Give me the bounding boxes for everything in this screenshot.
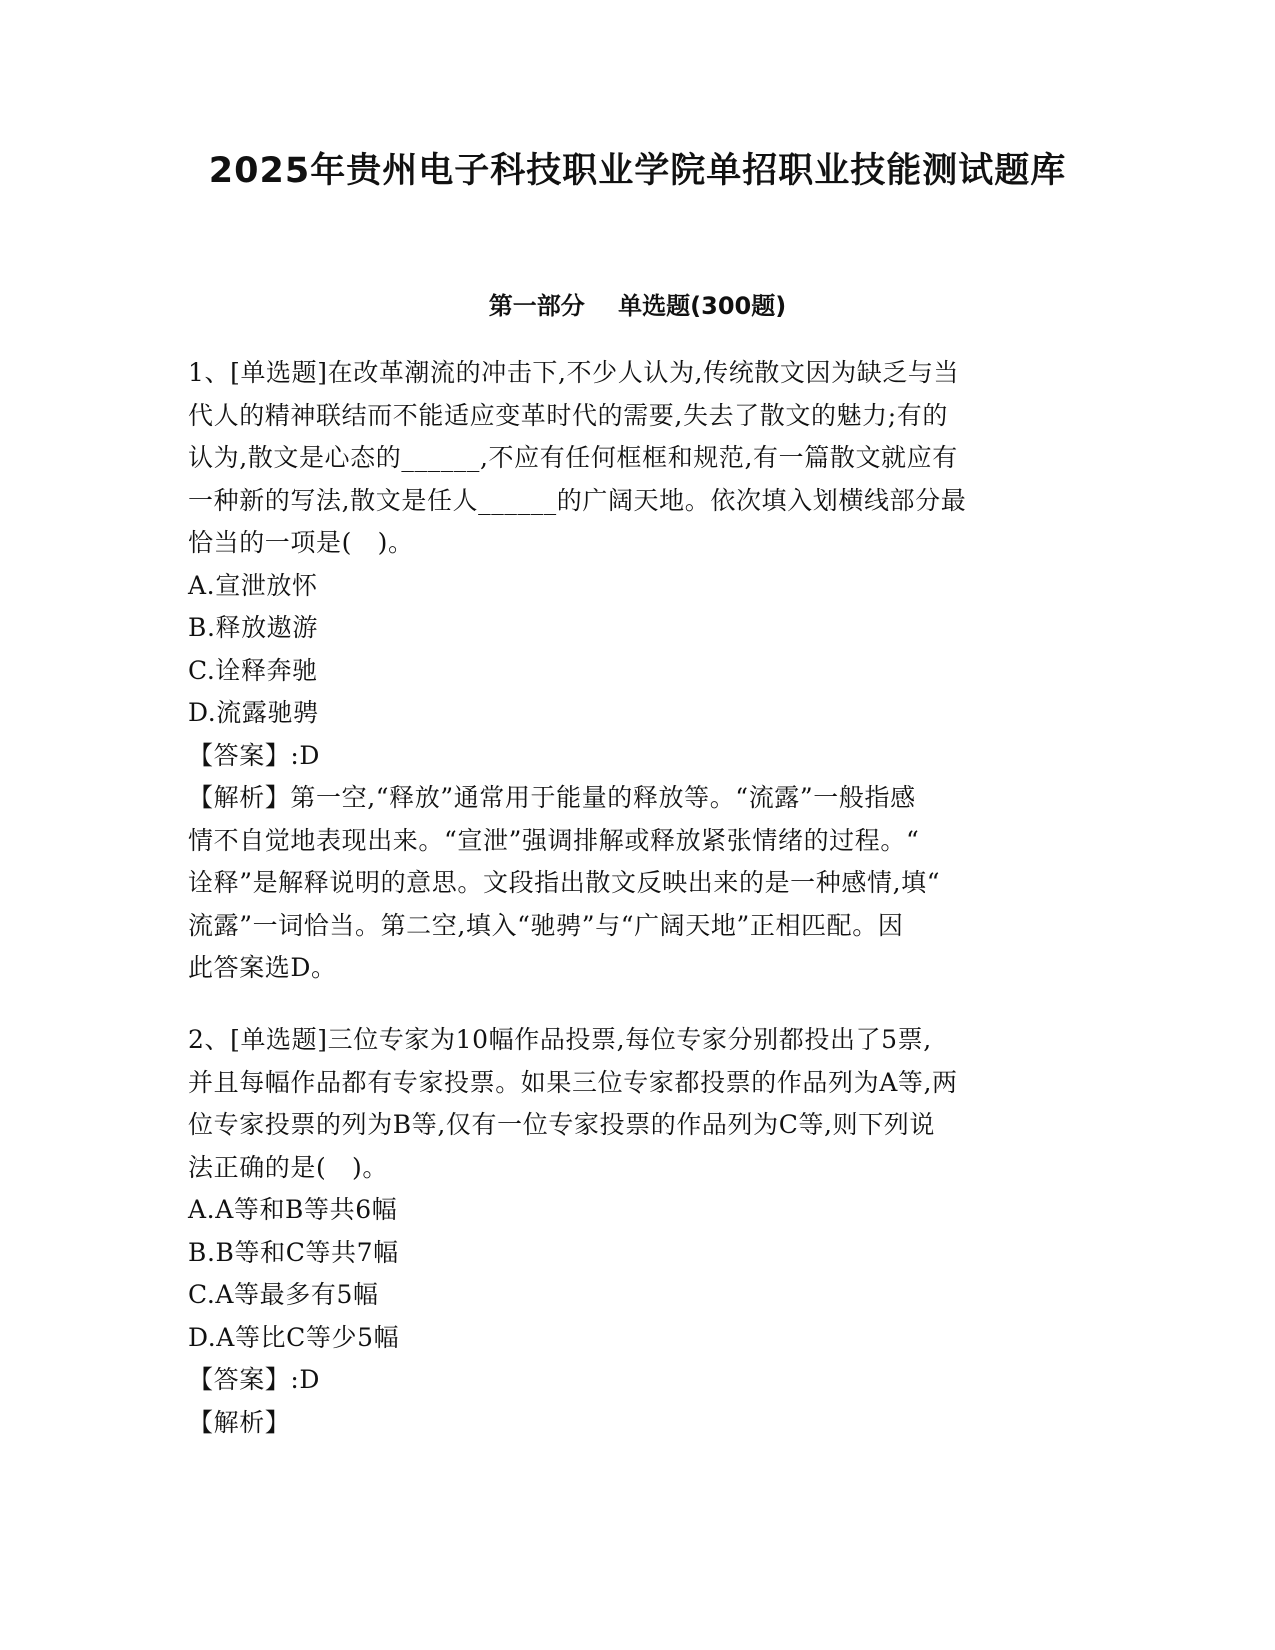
answer-line: 【答案】:D [188,740,321,770]
option-a: A.A等和B等共6幅 [188,1195,398,1224]
analysis-line: 【解析】第一空,“释放”通常用于能量的释放等。“流露”一般指感 [188,783,916,812]
option-d: D.流露驰骋 [188,698,319,727]
option-b: B.释放遨游 [188,613,318,642]
question-stem-line: 法正确的是( )。 [188,1152,388,1182]
analysis-line: 情不自觉地表现出来。“宣泄”强调排解或释放紧张情绪的过程。“ [188,825,920,855]
analysis-line: 诠释”是解释说明的意思。文段指出散文反映出来的是一种感情,填“ [188,868,941,897]
option-a: A.宣泄放怀 [188,570,318,600]
question-stem-line: 位专家投票的列为B等,仅有一位专家投票的作品列为C等,则下列说 [188,1110,935,1139]
section-title: 第一部分 单选题(300题) [488,292,787,320]
option-c: C.诠释奔驰 [188,655,318,685]
question-stem-line: 1、[单选题]在改革潮流的冲击下,不少人认为,传统散文因为缺乏与当 [188,358,960,387]
option-d: D.A等比C等少5幅 [188,1322,400,1352]
answer-line: 【答案】:D [188,1365,321,1394]
option-c: C.A等最多有5幅 [188,1280,379,1309]
question-stem-line: 并且每幅作品都有专家投票。如果三位专家都投票的作品列为A等,两 [188,1067,958,1097]
question-2 [188,1019,1078,1444]
question-stem-line: 认为,散文是心态的______,不应有任何框框和规范,有一篇散文就应有 [188,443,958,472]
analysis-line: 流露”一词恰当。第二空,填入“驰骋”与“广阔天地”正相匹配。因 [188,910,904,940]
question-stem-line: 2、[单选题]三位专家为10幅作品投票,每位专家分别都投出了5票, [188,1025,932,1054]
analysis-line: 【解析】 [188,1407,291,1437]
option-b: B.B等和C等共7幅 [188,1237,399,1267]
analysis-line: 此答案选D。 [188,953,337,982]
question-1 [188,352,1078,990]
question-stem-line: 代人的精神联结而不能适应变革时代的需要,失去了散文的魅力;有的 [188,400,948,430]
question-stem-line: 一种新的写法,散文是任人______的广阔天地。依次填入划横线部分最 [188,485,967,515]
document-title: 2025年贵州电子科技职业学院单招职业技能测试题库 [208,151,1067,191]
question-stem-line: 恰当的一项是( )。 [188,528,414,557]
